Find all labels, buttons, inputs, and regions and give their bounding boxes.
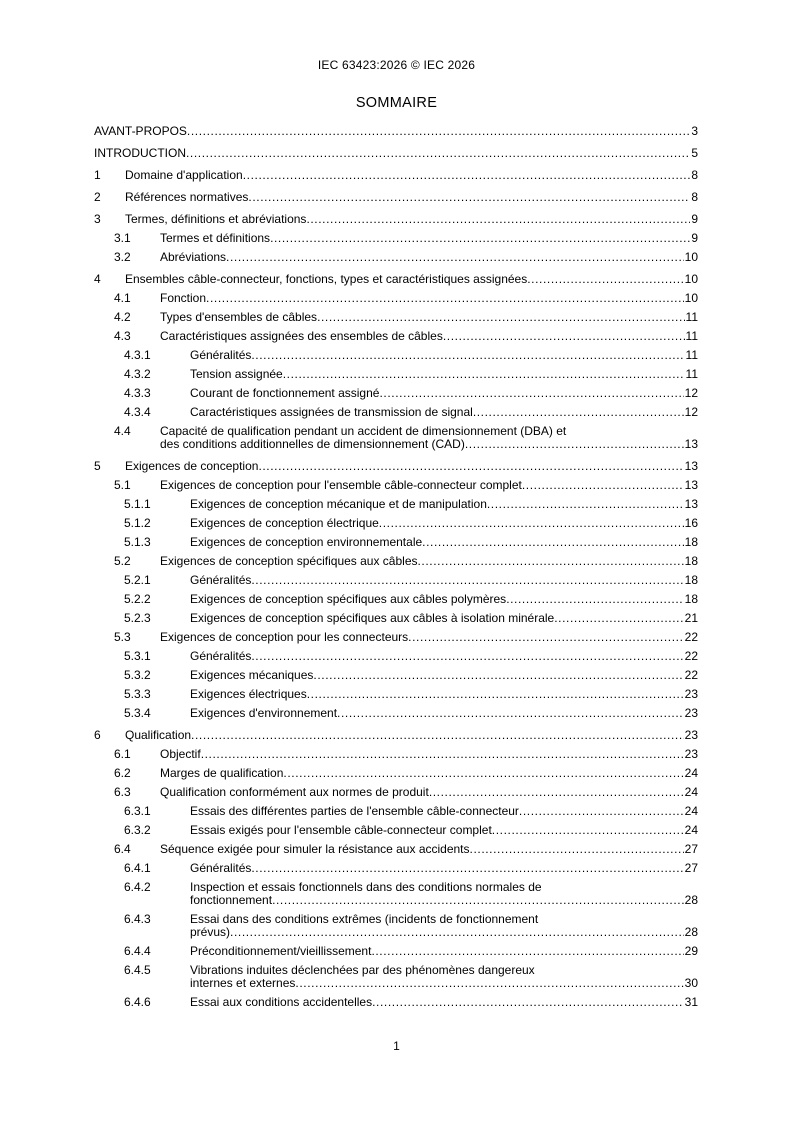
toc-entry-page: 10 [684,250,698,264]
dot-leader [251,574,683,587]
toc-entry-title: Exigences de conception pour l'ensemble câble-connecteur complet [160,478,522,492]
toc-entry-title: Exigences de conception [125,459,259,473]
toc-entry-page: 13 [684,497,698,511]
toc-entry-number: 3.1 [114,231,131,245]
dot-leader [270,232,690,245]
toc-entry-title: Exigences de conception spécifiques aux câbles [160,554,418,568]
toc-entry-title: Termes, définitions et abréviations [125,212,307,226]
toc-entry[interactable] [94,862,698,875]
toc-entry-number: 6.4 [114,842,131,856]
dot-leader [522,479,684,492]
dot-leader [251,862,683,875]
toc-entry-title: AVANT-PROPOS [94,124,187,138]
toc-entry[interactable] [94,330,698,343]
toc-entry[interactable] [94,191,698,204]
toc-entry[interactable] [94,213,698,226]
toc-entry[interactable] [94,612,698,625]
toc-entry-page: 11 [685,329,698,343]
toc-entry-page: 23 [684,706,698,720]
toc-entry-page: 10 [684,291,698,305]
dot-leader [519,805,684,818]
toc-entry-number: 5.1 [114,478,131,492]
toc-entry-title: Types d'ensembles de câbles [160,310,318,324]
toc-entry-title: Termes et définitions [160,231,271,245]
toc-entry-number: 4.3.1 [124,348,151,362]
toc-entry[interactable] [94,251,698,264]
dot-leader [379,517,684,530]
toc-entry[interactable] [94,169,698,182]
toc-entry-number: 4.2 [114,310,131,324]
toc-entry-page: 29 [684,944,698,958]
toc-entry-page: 23 [684,728,698,742]
toc-entry-page: 23 [684,747,698,761]
dot-leader [487,498,684,511]
toc-entry[interactable] [94,232,698,245]
toc-entry-title: Préconditionnement/vieillissement [190,944,372,958]
toc-entry[interactable] [94,707,698,720]
dot-leader [307,688,684,701]
toc-entry-title: Objectif [160,747,201,761]
toc-entry-title: Exigences mécaniques [190,668,314,682]
toc-entry-page: 27 [684,842,698,856]
page-number: 1 [393,1039,400,1053]
toc-entry-page: 13 [684,437,698,451]
toc-entry-number: 6.2 [114,766,131,780]
table-of-contents [94,125,698,1009]
toc-entry[interactable] [94,425,698,451]
toc-entry-title-continued: internes et externes [190,976,296,990]
toc-entry-number: 2 [94,190,101,204]
toc-entry-page: 5 [691,146,698,160]
toc-entry-title: Fonction [160,291,207,305]
toc-entry-page: 22 [684,668,698,682]
toc-entry-number: 6.4.1 [124,861,151,875]
toc-entry-page: 30 [684,976,698,990]
toc-entry-page: 8 [691,168,698,182]
toc-entry-title: Exigences d'environnement [190,706,338,720]
toc-entry-title: Exigences de conception pour les connecteurs [160,630,409,644]
dot-leader [206,292,684,305]
toc-entry-number: 4.4 [114,424,131,438]
toc-entry-number: 5.3.2 [124,668,151,682]
toc-entry-title: INTRODUCTION [94,146,186,160]
toc-entry[interactable] [94,786,698,799]
toc-entry-number: 5.2.1 [124,573,151,587]
toc-entry-number: 3.2 [114,250,131,264]
toc-entry-title: Capacité de qualification pendant un accident de dimensionnement (DBA) et [160,424,567,438]
toc-entry-page: 28 [684,893,698,907]
toc-entry[interactable] [94,368,698,381]
toc-entry-number: 4.3.4 [124,405,151,419]
toc-entry-title: Généralités [190,573,252,587]
toc-entry-page: 24 [684,785,698,799]
toc-entry-number: 4.3.3 [124,386,151,400]
toc-entry-page: 24 [684,804,698,818]
toc-entry-title: Qualification conformément aux normes de produit [160,785,429,799]
toc-entry-number: 5.1.1 [124,497,151,511]
toc-entry-number: 1 [94,168,101,182]
toc-entry-page: 24 [684,766,698,780]
toc-title: SOMMAIRE [355,95,438,111]
toc-entry[interactable] [94,147,698,160]
dot-leader [201,748,684,761]
toc-entry-title: Exigences de conception environnementale [190,535,423,549]
toc-entry[interactable] [94,517,698,530]
toc-entry[interactable] [94,406,698,419]
toc-entry-number: 4.1 [114,291,131,305]
dot-leader [295,977,683,990]
toc-entry-page: 11 [685,310,698,324]
toc-entry[interactable] [94,824,698,837]
toc-entry-page: 12 [684,386,698,400]
toc-entry-title: Abréviations [160,250,227,264]
toc-entry-title: Ensembles câble-connecteur, fonctions, types et caractéristiques assignées [125,272,528,286]
dot-leader [379,387,683,400]
toc-entry-title: Généralités [190,348,252,362]
toc-entry-page: 18 [684,535,698,549]
dot-leader [554,612,683,625]
toc-entry-number: 3 [94,212,101,226]
toc-entry-title: Exigences de conception spécifiques aux câbles polymères [190,592,507,606]
toc-entry-page: 31 [684,995,698,1009]
toc-entry[interactable] [94,292,698,305]
toc-entry-page: 22 [684,630,698,644]
toc-entry-page: 9 [691,231,698,245]
toc-entry-page: 11 [685,348,698,362]
dot-leader [492,824,684,837]
toc-entry-title-continued: des conditions additionnelles de dimensionnement (CAD) [160,437,465,451]
dot-leader [313,669,683,682]
toc-entry-number: 6.4.2 [124,880,151,894]
toc-entry-title: Caractéristiques assignées de transmission de signal [190,405,473,419]
dot-leader [248,191,690,204]
toc-entry[interactable] [94,349,698,362]
dot-leader [337,707,684,720]
dot-leader [258,460,683,473]
toc-entry-number: 6.4.4 [124,944,151,958]
toc-entry-title: Exigences de conception mécanique et de manipulation [190,497,487,511]
toc-entry-title: Marges de qualification [160,766,284,780]
toc-entry[interactable] [94,767,698,780]
dot-leader [191,729,684,742]
toc-entry[interactable] [94,631,698,644]
toc-entry-title: Exigences de conception électrique [190,516,379,530]
toc-entry-number: 6.4.3 [124,912,151,926]
toc-entry-title: Essai aux conditions accidentelles [190,995,373,1009]
toc-entry-number: 5.1.2 [124,516,151,530]
dot-leader [272,894,684,907]
dot-leader [465,438,684,451]
toc-entry[interactable] [94,669,698,682]
dot-leader [418,555,684,568]
toc-entry-number: 5.3.1 [124,649,151,663]
toc-entry-title: Séquence exigée pour simuler la résistance aux accidents [160,842,470,856]
toc-entry-title: Généralités [190,861,252,875]
toc-entry-title: Domaine d'application [125,168,243,182]
dot-leader [283,767,683,780]
toc-entry-title: Essais des différentes parties de l'ensemble câble-connecteur [190,804,519,818]
toc-entry-number: 6.4.5 [124,963,151,977]
dot-leader [226,251,684,264]
toc-entry-page: 18 [684,554,698,568]
toc-entry[interactable] [94,555,698,568]
toc-entry-page: 18 [684,592,698,606]
toc-entry[interactable] [94,460,698,473]
toc-entry[interactable] [94,650,698,663]
toc-entry-number: 5.3.4 [124,706,151,720]
toc-entry[interactable] [94,273,698,286]
toc-entry[interactable] [94,479,698,492]
dot-leader [187,125,690,138]
dot-leader [283,368,685,381]
toc-entry[interactable] [94,996,698,1009]
toc-entry-page: 3 [691,124,698,138]
toc-entry-page: 16 [684,516,698,530]
toc-entry-page: 22 [684,649,698,663]
toc-entry-title: Tension assignée [190,367,283,381]
dot-leader [251,650,683,663]
dot-leader [372,996,684,1009]
dot-leader [306,213,690,226]
toc-entry-number: 5.2 [114,554,131,568]
toc-entry[interactable] [94,498,698,511]
toc-entry-title: Références normatives [125,190,249,204]
toc-entry-page: 9 [691,212,698,226]
toc-entry[interactable] [94,945,698,958]
dot-leader [243,169,691,182]
toc-entry-page: 27 [684,861,698,875]
dot-leader [470,843,684,856]
toc-entry-number: 5.2.3 [124,611,151,625]
toc-entry-number: 5.1.3 [124,535,151,549]
dot-leader [230,926,684,939]
toc-entry-page: 24 [684,823,698,837]
toc-entry-number: 6.3 [114,785,131,799]
toc-entry-page: 11 [685,367,698,381]
toc-entry-number: 6 [94,728,101,742]
toc-entry[interactable] [94,805,698,818]
toc-entry[interactable] [94,881,698,907]
toc-entry[interactable] [94,593,698,606]
dot-leader [506,593,683,606]
toc-entry-page: 13 [684,478,698,492]
toc-entry-number: 5.2.2 [124,592,151,606]
dot-leader [429,786,684,799]
toc-entry-number: 6.4.6 [124,995,151,1009]
toc-entry[interactable] [94,688,698,701]
toc-entry-number: 6.3.1 [124,804,151,818]
toc-entry-number: 4.3 [114,329,131,343]
toc-entry[interactable] [94,913,698,939]
toc-entry[interactable] [94,125,698,138]
toc-entry-number: 6.3.2 [124,823,151,837]
toc-entry-page: 23 [684,687,698,701]
toc-entry-page: 12 [684,405,698,419]
toc-entry-title: Vibrations induites déclenchées par des phénomènes dangereux [190,963,535,977]
toc-entry-title: Inspection et essais fonctionnels dans des conditions normales de [190,880,542,894]
dot-leader [408,631,683,644]
toc-entry[interactable] [94,964,698,990]
toc-entry[interactable] [94,574,698,587]
toc-entry[interactable] [94,748,698,761]
toc-entry-title: Courant de fonctionnement assigné [190,386,380,400]
toc-entry-number: 5 [94,459,101,473]
toc-entry-page: 18 [684,573,698,587]
toc-entry-number: 4 [94,272,101,286]
toc-entry-number: 5.3 [114,630,131,644]
dot-leader [473,406,684,419]
dot-leader [186,147,690,160]
dot-leader [317,311,684,324]
toc-entry-number: 5.3.3 [124,687,151,701]
toc-entry-page: 10 [684,272,698,286]
toc-entry-title: Caractéristiques assignées des ensembles de câbles [160,329,443,343]
document-header: IEC 63423:2026 © IEC 2026 [317,58,476,72]
toc-entry-title: Essais exigés pour l'ensemble câble-connecteur complet [190,823,492,837]
toc-entry-title: Exigences de conception spécifiques aux câbles à isolation minérale [190,611,555,625]
toc-entry[interactable] [94,387,698,400]
toc-entry-title: Qualification [125,728,192,742]
toc-entry[interactable] [94,843,698,856]
toc-entry[interactable] [94,311,698,324]
toc-entry-title-continued: prévus) [190,925,231,939]
dot-leader [527,273,683,286]
dot-leader [371,945,683,958]
toc-entry-page: 8 [691,190,698,204]
toc-entry[interactable] [94,536,698,549]
dot-leader [422,536,683,549]
toc-entry-page: 13 [684,459,698,473]
toc-entry-number: 6.1 [114,747,131,761]
dot-leader [443,330,685,343]
dot-leader [251,349,684,362]
toc-entry-page: 21 [684,611,698,625]
toc-entry-title-continued: fonctionnement [190,893,273,907]
toc-entry-number: 4.3.2 [124,367,151,381]
toc-entry-title: Généralités [190,649,252,663]
toc-entry[interactable] [94,729,698,742]
toc-entry-title: Essai dans des conditions extrêmes (incidents de fonctionnement [190,912,539,926]
toc-entry-title: Exigences électriques [190,687,307,701]
toc-entry-page: 28 [684,925,698,939]
